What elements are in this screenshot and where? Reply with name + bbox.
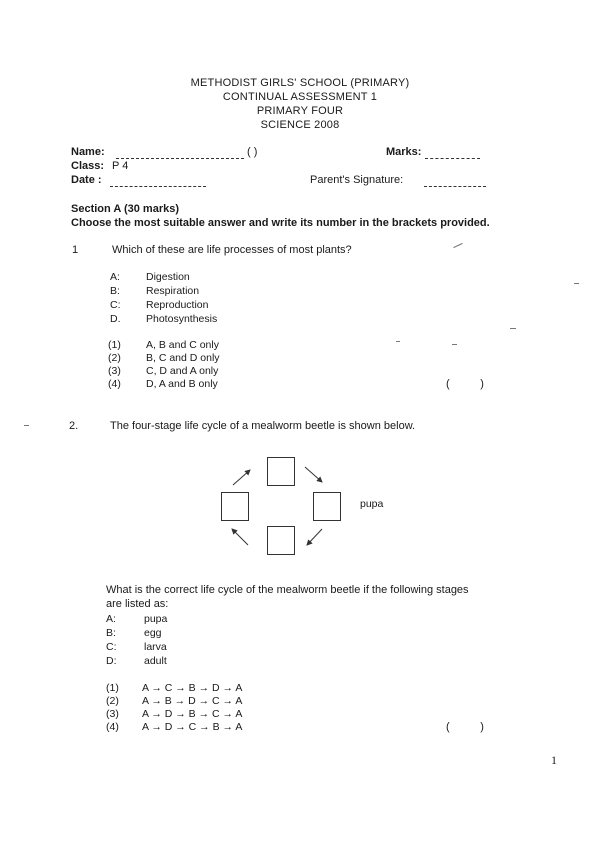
register-number-brackets: ( ) [247, 146, 258, 158]
q1-statement-text: Respiration [146, 285, 200, 297]
pupa-label: pupa [360, 498, 384, 510]
q2-option-number: (2) [106, 695, 119, 707]
q1-option-number: (2) [108, 352, 121, 364]
section-instructions: Choose the most suitable answer and write its number in the brackets provided. [71, 217, 490, 229]
signature-label: Parent's Signature: [310, 174, 404, 186]
q2-question-line1: What is the correct life cycle of the mealworm beetle if the following stages [106, 584, 469, 596]
arrow-up-right-icon [233, 470, 250, 485]
q1-statement-letter: D. [110, 313, 121, 325]
q2-stage-text: pupa [144, 613, 168, 625]
signature-blank[interactable] [424, 174, 486, 187]
class-label: Class: [71, 160, 105, 172]
q1-statement-letter: B: [110, 285, 120, 297]
q1-option-number: (1) [108, 339, 121, 351]
arrow-down-right-icon [305, 467, 322, 482]
q2-option-number: (1) [106, 682, 119, 694]
q1-statement-letter: C: [110, 299, 121, 311]
q1-number: 1 [72, 244, 79, 256]
q2-stem: The four-stage life cycle of a mealworm beetle is shown below. [110, 420, 416, 432]
level-title: PRIMARY FOUR [256, 105, 344, 117]
q1-option-text: C, D and A only [146, 365, 219, 377]
scan-speck [510, 328, 516, 329]
q2-option-text: A → D → B → C → A [142, 708, 243, 720]
arrow-up-left-icon [232, 529, 248, 545]
q2-stage-text: adult [144, 655, 167, 667]
cycle-arrows [215, 455, 335, 560]
marks-blank[interactable] [425, 146, 480, 159]
arrow-down-left-icon [307, 529, 322, 545]
q1-option-text: D, A and B only [146, 378, 218, 390]
q1-option-text: A, B and C only [146, 339, 219, 351]
date-blank[interactable] [110, 174, 206, 187]
q2-answer-bracket[interactable]: ( ) [446, 721, 484, 733]
scan-speck [396, 341, 400, 342]
q2-option-text: A → C → B → D → A [142, 682, 243, 694]
name-blank[interactable] [116, 146, 244, 159]
q2-stage-text: larva [144, 641, 167, 653]
q2-number: 2. [69, 420, 79, 432]
q1-statement-text: Digestion [146, 271, 190, 283]
q2-option-number: (3) [106, 708, 119, 720]
scan-speck [453, 243, 462, 248]
school-name: METHODIST GIRLS' SCHOOL (PRIMARY) [190, 77, 410, 89]
subject-title: SCIENCE 2008 [260, 119, 340, 131]
q2-option-text: A → B → D → C → A [142, 695, 243, 707]
q1-option-number: (3) [108, 365, 121, 377]
section-title: Section A (30 marks) [71, 203, 180, 215]
q2-stage-letter: A: [106, 613, 116, 625]
q1-statement-letter: A: [110, 271, 120, 283]
q1-answer-bracket[interactable]: ( ) [446, 378, 484, 390]
q2-option-number: (4) [106, 721, 119, 733]
q2-stage-letter: D: [106, 655, 117, 667]
q2-stage-letter: B: [106, 627, 116, 639]
q2-option-text: A → D → C → B → A [142, 721, 243, 733]
scan-speck [574, 283, 579, 284]
q2-stage-letter: C: [106, 641, 117, 653]
assessment-title: CONTINUAL ASSESSMENT 1 [222, 91, 378, 103]
q1-statement-text: Reproduction [146, 299, 209, 311]
date-label: Date : [71, 174, 102, 186]
class-value: P 4 [112, 160, 129, 172]
marks-label: Marks: [386, 146, 422, 158]
q1-option-text: B, C and D only [146, 352, 220, 364]
q1-option-number: (4) [108, 378, 121, 390]
q2-stage-text: egg [144, 627, 162, 639]
q1-statement-text: Photosynthesis [146, 313, 218, 325]
scan-speck [452, 344, 457, 345]
scan-speck [24, 425, 29, 426]
page-number: 1 [551, 753, 557, 767]
q1-stem: Which of these are life processes of most plants? [112, 244, 352, 256]
q2-question-line2: are listed as: [106, 598, 169, 610]
name-label: Name: [71, 146, 105, 158]
